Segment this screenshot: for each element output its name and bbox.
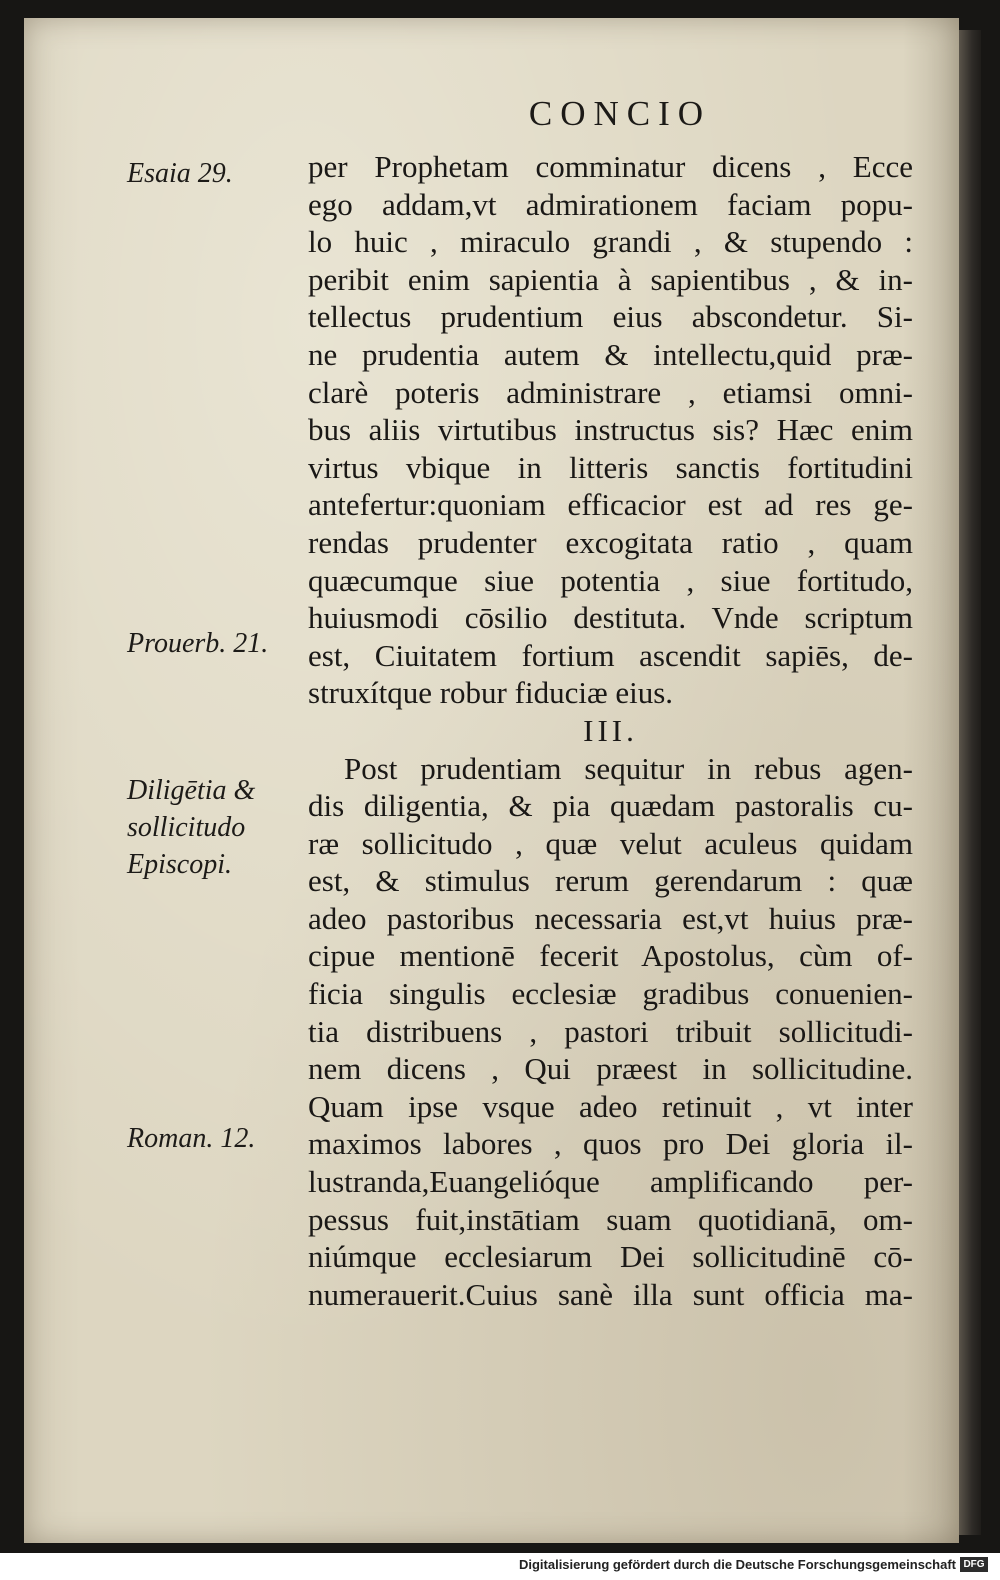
margin-note: Prouerb. 21. (127, 628, 269, 659)
margin-note: Roman. 12. (127, 1123, 256, 1154)
text-line: antefertur:quoniam efficacior est ad res ge- (308, 487, 913, 523)
margin-note: Esaia 29. (127, 158, 233, 189)
text-line: huiusmodi cōsilio destituta. Vnde scriptum (308, 600, 913, 636)
text-line: tia distribuens , pastori tribuit sollicitudi- (308, 1013, 913, 1049)
text-line: Quam ipse vsque adeo retinuit , vt inter (308, 1088, 913, 1124)
text-line: struxítque robur fiduciæ eius. (308, 675, 674, 711)
text-line: adeo pastoribus necessaria est,vt huius præ- (308, 900, 913, 936)
text-line: niúmque ecclesiarum Dei sollicitudinē cō- (308, 1239, 913, 1275)
text-line: rendas prudenter excogitata ratio , quam (308, 524, 913, 560)
text-line: est, Ciuitatem fortium ascendit sapiēs, de- (308, 637, 913, 673)
text-line: lo huic , miraculo grandi , & stupendo : (308, 224, 913, 260)
text-line: clarè poteris administrare , etiamsi omni- (308, 374, 913, 410)
text-line: ficia singulis ecclesiæ gradibus conuenien- (308, 976, 913, 1012)
funding-credit: Digitalisierung gefördert durch die Deutsche Forschungsgemeinschaft (518, 1557, 956, 1572)
text-line: cipue mentionē fecerit Apostolus, cùm of- (308, 938, 913, 974)
text-line: per Prophetam comminatur dicens , Ecce (308, 149, 913, 184)
text-line: peribit enim sapientia à sapientibus , & in- (308, 261, 913, 297)
body-text (308, 148, 913, 1313)
text-line: bus aliis virtutibus instructus sis? Hæc enim (308, 412, 913, 448)
running-head: CONCIO (528, 94, 712, 133)
dfg-logo-icon: DFG (960, 1557, 988, 1572)
margin-note: Diligētia & sollicitudo Episcopi. (127, 775, 256, 880)
text-line: quæcumque siue potentia , siue fortitudo, (308, 562, 913, 598)
text-line: ego addam,vt admirationem faciam popu- (308, 186, 913, 222)
text-line: numerauerit.Cuius sanè illa sunt officia ma- (308, 1276, 913, 1312)
text-line: ne prudentia autem & intellectu,quid præ- (308, 336, 913, 372)
text-line: tellectus prudentium eius abscondetur. Si- (308, 299, 913, 335)
text-line: virtus vbique in litteris sanctis fortitudini (308, 449, 913, 485)
section-heading: III. (583, 712, 638, 748)
text-line: ræ sollicitudo , quæ velut aculeus quidam (308, 825, 913, 861)
text-line: nem dicens , Qui præest in sollicitudine. (308, 1051, 913, 1087)
text-line: pessus fuit,instātiam suam quotidianā, om- (308, 1201, 913, 1237)
text-line: maximos labores , quos pro Dei gloria il- (308, 1126, 913, 1162)
text-line: dis diligentia, & pia quædam pastoralis cu- (308, 788, 913, 824)
text-line: lustranda,Euangelióque amplificando per- (308, 1164, 913, 1200)
book-edge (959, 30, 981, 1535)
text-line: Post prudentiam sequitur in rebus agen- (344, 750, 913, 786)
text-line: est, & stimulus rerum gerendarum : quæ (308, 863, 913, 899)
margin-notes (0, 0, 300, 1580)
